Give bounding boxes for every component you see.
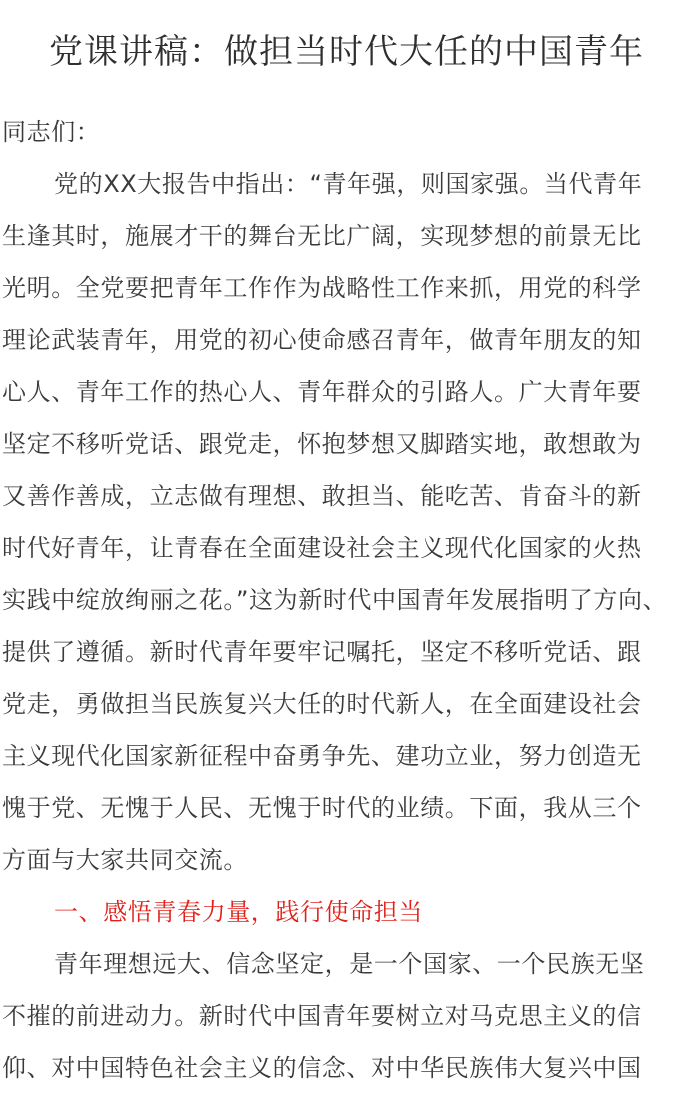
paragraph-line: 仰、对中国特色社会主义的信念、对中华民族伟大复兴中国	[2, 1054, 642, 1082]
paragraph-line: 生逢其时，施展才干的舞台无比广阔，实现梦想的前景无比	[2, 222, 642, 250]
paragraph-line: 实践中绽放绚丽之花。”这为新时代中国青年发展指明了方向、	[2, 586, 668, 614]
paragraph-line: 党走，勇做担当民族复兴大任的时代新人，在全面建设社会	[2, 690, 642, 718]
paragraph-line: 时代好青年，让青春在全面建设社会主义现代化国家的火热	[2, 534, 642, 562]
paragraph-line: 不摧的前进动力。新时代中国青年要树立对马克思主义的信	[2, 1002, 642, 1030]
document-title: 党课讲稿：做担当时代大任的中国青年	[49, 32, 644, 72]
section-heading: 一、感悟青春力量，践行使命担当	[54, 898, 423, 926]
paragraph-line: 理论武装青年，用党的初心使命感召青年，做青年朋友的知	[2, 326, 642, 354]
salutation-line: 同志们：	[2, 118, 101, 146]
paragraph-line: 青年理想远大、信念坚定，是一个国家、一个民族无坚	[54, 950, 645, 978]
paragraph-line: 心人、青年工作的热心人、青年群众的引路人。广大青年要	[2, 378, 642, 406]
document-body	[2, 106, 693, 1094]
paragraph-line: 又善作善成，立志做有理想、敢担当、能吃苦、肯奋斗的新	[2, 482, 642, 510]
paragraph-line: 党的XX大报告中指出：“青年强，则国家强。当代青年	[54, 170, 643, 198]
paragraph-line: 光明。全党要把青年工作作为战略性工作来抓，用党的科学	[2, 274, 642, 302]
paragraph-line: 主义现代化国家新征程中奋勇争先、建功立业，努力创造无	[2, 742, 642, 770]
paragraph-line: 方面与大家共同交流。	[2, 846, 248, 874]
paragraph-line: 愧于党、无愧于人民、无愧于时代的业绩。下面，我从三个	[2, 794, 642, 822]
paragraph-line: 提供了遵循。新时代青年要牢记嘱托，坚定不移听党话、跟	[2, 638, 642, 666]
paragraph-line: 坚定不移听党话、跟党走，怀抱梦想又脚踏实地，敢想敢为	[2, 430, 642, 458]
